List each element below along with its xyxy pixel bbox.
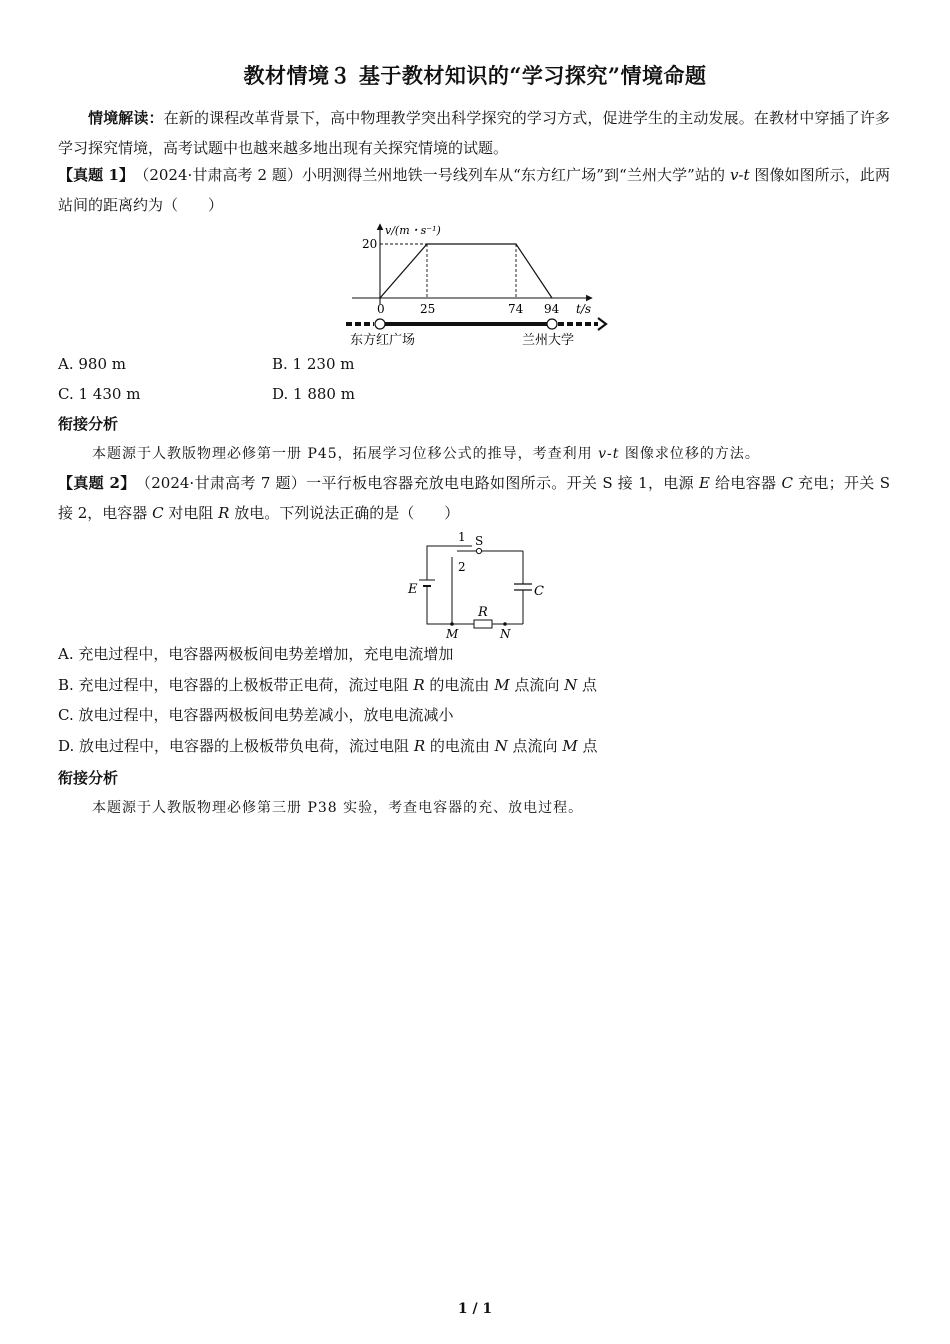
circuit-figure: [400, 530, 560, 644]
x-tick-0: 0: [377, 302, 385, 316]
q2-option-c: C. 放电过程中，电容器两极板间电势差减小，放电电流减小: [58, 706, 454, 724]
switch-label: S: [475, 534, 484, 548]
q2-option-a: A. 充电过程中，电容器两极板间电势差增加，充电电流增加: [58, 645, 454, 663]
y-tick-20: 20: [362, 237, 378, 251]
contact-2-label: 2: [458, 560, 466, 574]
velocity-curve: [380, 244, 552, 298]
analysis-heading-1: 衔接分析: [58, 415, 119, 433]
q2-text-e: 放电。下列说法正确的是（ ）: [229, 504, 460, 522]
source-label: E: [408, 582, 418, 597]
x-tick-25: 25: [420, 302, 436, 316]
q1-option-a: A. 980 m: [58, 355, 126, 373]
q2-option-b-m: M: [494, 676, 510, 694]
q2-text-c: 充电；开关 S 接 2，电容器: [58, 474, 890, 522]
q2-symbol-c2: C: [152, 504, 164, 522]
capacitor-label: C: [534, 584, 544, 599]
q2-text-d: 对电阻: [163, 504, 219, 522]
question-2-label: 【真题 2】: [58, 474, 129, 492]
q2-option-d-part3: 点流向: [507, 737, 563, 755]
q2-option-d-part4: 点: [577, 737, 598, 755]
station-start-marker: [375, 319, 385, 329]
q2-symbol-r: R: [218, 504, 230, 522]
station-end-label: 兰州大学: [522, 333, 575, 348]
q2-symbol-c: C: [781, 474, 793, 492]
question-1-stem: [58, 160, 890, 220]
node-m-dot: [450, 622, 454, 626]
q1-option-d: D. 1 880 m: [272, 385, 355, 403]
q2-option-b-r: R: [413, 676, 425, 694]
intro-paragraph: [58, 103, 890, 163]
q2-option-d-n: N: [494, 737, 508, 755]
q1-option-b: B. 1 230 m: [272, 355, 355, 373]
station-start-label: 东方红广场: [350, 333, 416, 348]
q2-option-b-part3: 点流向: [509, 676, 565, 694]
q2-text-b: 给电容器: [709, 474, 782, 492]
analysis-1-part-a: 本题源于人教版物理必修第一册 P45，拓展学习位移公式的推导，考查利用: [92, 446, 599, 462]
intro-text: 在新的课程改革背景下，高中物理教学突出科学探究的学习方式，促进学生的主动发展。在教材中穿插了许多学习探究情境，高考试题中也越来越多地出现有关探究情境的试题。: [58, 109, 890, 157]
q2-option-b-part2: 的电流由: [424, 676, 495, 694]
q2-option-b-part1: B. 充电过程中，电容器的上极板带正电荷，流过电阻: [58, 676, 414, 694]
node-m-label: M: [446, 627, 459, 641]
q2-option-d-part2: 的电流由: [425, 737, 495, 755]
q1-option-c: C. 1 430 m: [58, 385, 141, 403]
analysis-text-2: 本题源于人教版物理必修第三册 P38 实验，考查电容器的充、放电过程。: [92, 800, 584, 816]
q2-option-b: [58, 675, 597, 695]
x-tick-94: 94: [544, 302, 560, 316]
intro-label: 情境解读：: [88, 109, 164, 127]
x-axis-label: t/s: [576, 302, 592, 316]
question-1-text-end: 图像如图所示，此两站间的距离约为（ ）: [58, 166, 890, 214]
q2-option-d: [58, 736, 597, 756]
resistor: [474, 620, 492, 628]
node-n-dot: [503, 622, 507, 626]
question-1-label: 【真题 1】: [58, 166, 127, 184]
question-2-stem: [58, 468, 890, 528]
q2-text-a: （2024·甘肃高考 7 题）一平行板电容器充放电电路如图所示。开关 S 接 1，电源: [143, 474, 700, 492]
analysis-text-1: [92, 443, 760, 463]
question-1-vt: v-t: [729, 166, 750, 184]
contact-1-label: 1: [458, 530, 466, 544]
station-end-marker: [547, 319, 557, 329]
question-1-text: （2024·甘肃高考 2 题）小明测得兰州地铁一号线列车从“东方红广场”到“兰州大学”站的: [141, 166, 730, 184]
wire-left-bottom: [427, 586, 452, 624]
page-number: 1 / 1: [457, 1301, 493, 1317]
node-n-label: N: [500, 627, 511, 641]
switch-pivot: [476, 548, 481, 553]
y-axis-label: v/(m・s⁻¹): [385, 224, 441, 237]
analysis-1-part-b: 图像求位移的方法。: [619, 446, 760, 462]
q2-option-d-r: R: [413, 737, 426, 755]
q2-symbol-e: E: [699, 474, 710, 492]
analysis-1-vt: v-t: [598, 446, 620, 462]
q2-option-d-m: M: [562, 737, 578, 755]
vt-graph-figure: [340, 218, 620, 350]
resistor-label: R: [478, 605, 488, 620]
q2-option-d-part1: D. 放电过程中，电容器的上极板带负电荷，流过电阻: [58, 737, 414, 755]
x-tick-74: 74: [508, 302, 524, 316]
q2-option-b-part4: 点: [577, 676, 597, 694]
analysis-heading-2: 衔接分析: [58, 769, 119, 787]
q2-option-b-n: N: [564, 676, 578, 694]
page-title: 教材情境３ 基于教材知识的“学习探究”情境命题: [243, 63, 707, 88]
rail-arrow: [598, 318, 606, 330]
